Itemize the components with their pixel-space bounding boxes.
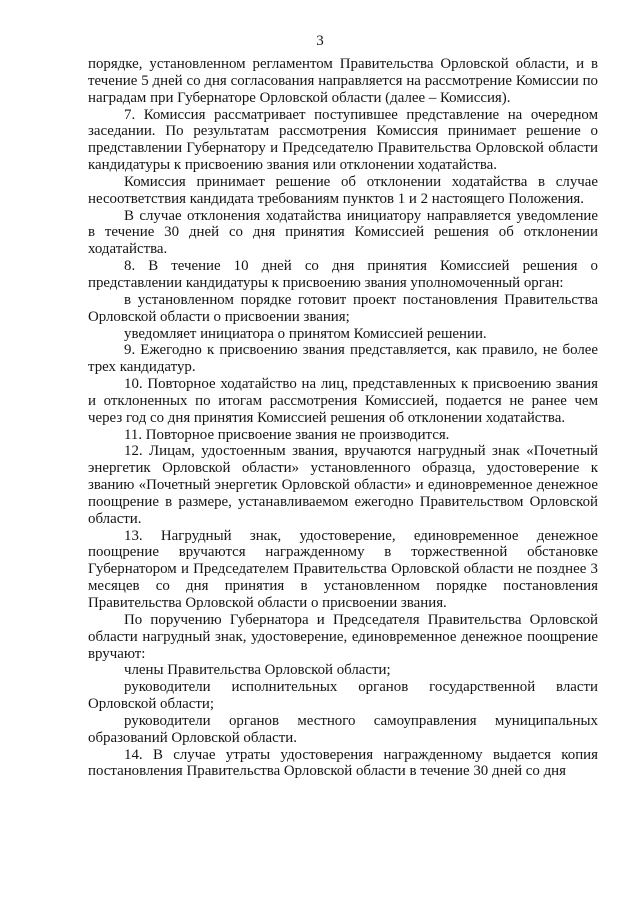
paragraph-item-8: 8. В течение 10 дней со дня принятия Комиссией решения о представлении кандидатуры к присвоению звания уполномоченный орган: — [88, 258, 598, 291]
paragraph-item-8-sub-2: уведомляет инициатора о принятом Комиссией решении. — [124, 325, 487, 342]
paragraph-item-7: 7. Комиссия рассматривает поступившее представление на очередном заседании. По результатам рассмотрения Комиссия принимает решение о представлении Губернатору и Председателю Правительства Орловской области кандидатуры к присвоению звания или отклонении ходатайства. — [88, 106, 598, 174]
paragraph-continuation: порядке, установленном регламентом Правительства Орловской области, и в течение 5 дней со дня согласования направляется на рассмотрение Комиссии по наградам при Губернаторе Орловской области (далее – Комиссия). — [88, 56, 598, 106]
document-body — [88, 56, 598, 780]
paragraph-item-12: 12. Лицам, удостоенным звания, вручаются нагрудный знак «Почетный энергетик Орловской области» установленного образца, удостоверение к званию «Почетный энергетик Орловской области» и единовременное денежное поощрение в размере, устанавливаемом ежегодно Правительством Орловской области. — [88, 443, 598, 527]
paragraph-rejection-notice: В случае отклонения ходатайства инициатору направляется уведомление в течение 30 дней со дня принятия Комиссией решения об отклонении ходатайства. — [88, 207, 598, 258]
paragraph-item-9: 9. Ежегодно к присвоению звания представляется, как правило, не более трех кандидатур. — [88, 342, 598, 376]
list-item-municipal-heads: руководители органов местного самоуправления муниципальных образований Орловской области. — [88, 712, 598, 746]
page-number: 3 — [316, 33, 324, 49]
paragraph-delegation: По поручению Губернатора и Председателя Правительства Орловской области нагрудный знак, удостоверение, единовременное денежное поощрение вручают: — [88, 611, 598, 662]
paragraph-rejection-decision: Комиссия принимает решение об отклонении ходатайства в случае несоответствия кандидата требованиям пунктов 1 и 2 настоящего Положения. — [88, 173, 598, 207]
paragraph-item-11: 11. Повторное присвоение звания не производится. — [124, 426, 450, 443]
paragraph-item-8-sub-1: в установленном порядке готовит проект постановления Правительства Орловской области о присвоении звания; — [88, 291, 598, 325]
paragraph-item-14: 14. В случае утраты удостоверения награжденному выдается копия постановления Правительства Орловской области в течение 30 дней со дня — [88, 746, 598, 780]
paragraph-item-13: 13. Нагрудный знак, удостоверение, единовременное денежное поощрение вручаются награжденному в торжественной обстановке Губернатором и Председателем Правительства Орловской области не позднее 3 месяцев со дня принятия в установленном порядке постановления Правительства Орловской области о присвоении звания. — [88, 527, 598, 611]
list-item-government-members: члены Правительства Орловской области; — [124, 662, 391, 679]
paragraph-item-10: 10. Повторное ходатайство на лиц, представленных к присвоению звания и отклоненных по итогам рассмотрения Комиссией, подается не ранее чем через год со дня принятия Комиссией решения об отклонении ходатайства. — [88, 376, 598, 426]
list-item-executive-heads: руководители исполнительных органов государственной власти Орловской области; — [88, 679, 598, 713]
